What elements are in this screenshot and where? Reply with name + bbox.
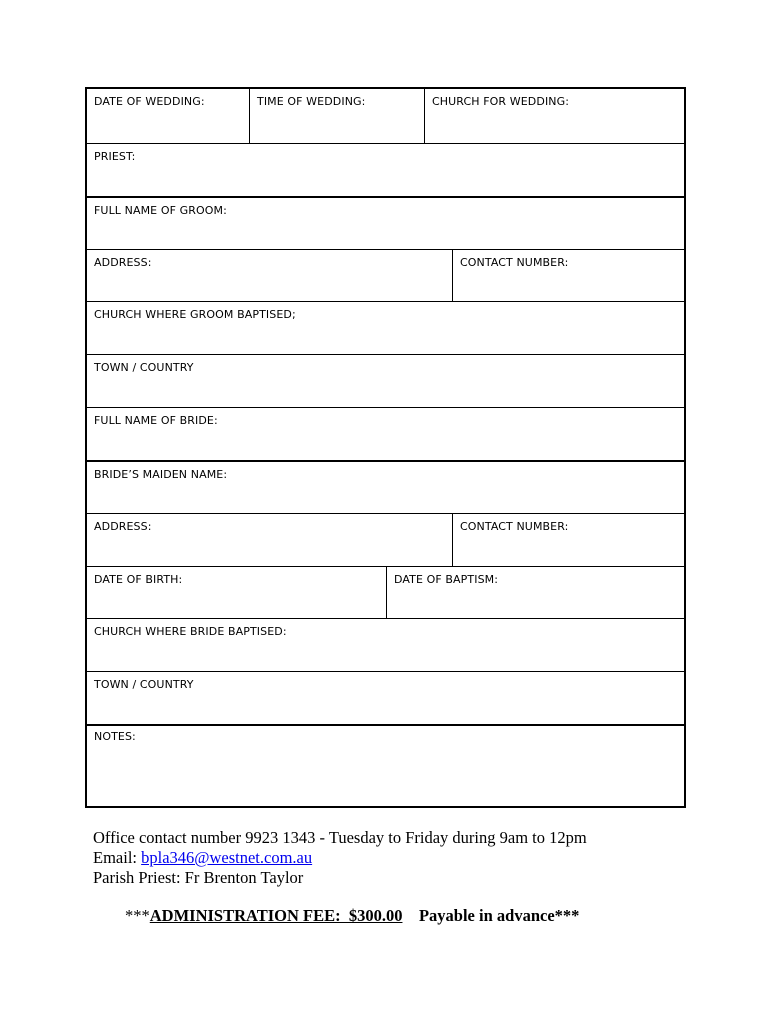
groom-full-name-field[interactable] [87,198,684,251]
administration-fee-notice [125,906,579,926]
groom-contact-label: CONTACT NUMBER: [460,256,569,269]
fee-payable-text: Payable in advance*** [402,906,580,925]
form-row-bride-name [87,407,684,461]
form-row-bride-baptism-church [87,618,684,672]
groom-baptism-church-field[interactable] [87,302,684,355]
bride-maiden-name-field[interactable] [87,462,684,515]
bride-address-label: ADDRESS: [94,520,152,533]
form-row-bride-dates [87,566,684,619]
email-link[interactable]: bpla346@westnet.com.au [141,848,313,867]
notes-label: NOTES: [94,730,136,743]
bride-contact-field[interactable] [452,514,684,567]
form-row-groom-town [87,354,684,408]
bride-full-name-field[interactable] [87,408,684,461]
notes-field[interactable] [87,726,684,808]
parish-priest-text: Parish Priest: Fr Brenton Taylor [93,868,304,887]
email-line [93,848,587,868]
bride-town-country-label: TOWN / COUNTRY [94,678,194,691]
groom-address-field[interactable] [87,250,452,302]
form-row-bride-address [87,513,684,567]
date-of-wedding-field[interactable] [87,89,249,143]
form-row-wedding-details [87,89,684,143]
contact-info [93,828,587,888]
bride-contact-label: CONTACT NUMBER: [460,520,569,533]
fee-amount: ADMINISTRATION FEE: $300.00 [149,906,403,925]
groom-address-label: ADDRESS: [94,256,152,269]
time-of-wedding-field[interactable] [249,89,424,143]
bride-baptism-church-field[interactable] [87,619,684,672]
form-row-groom-name [87,196,684,251]
church-for-wedding-field[interactable] [424,89,684,143]
fee-stars-open: *** [125,906,150,925]
groom-baptism-church-label: CHURCH WHERE GROOM BAPTISED; [94,308,296,321]
priest-label: PRIEST: [94,150,136,163]
office-contact-text: Office contact number 9923 1343 - Tuesday to Friday during 9am to 12pm [93,828,587,847]
groom-full-name-label: FULL NAME OF GROOM: [94,204,227,217]
form-row-priest [87,143,684,197]
wedding-form [85,87,686,808]
bride-full-name-label: FULL NAME OF BRIDE: [94,414,218,427]
church-for-wedding-label: CHURCH FOR WEDDING: [432,95,570,108]
form-row-notes [87,724,684,808]
time-of-wedding-label: TIME OF WEDDING: [257,95,366,108]
form-row-groom-baptism-church [87,301,684,355]
bride-baptism-date-label: DATE OF BAPTISM: [394,573,499,586]
form-row-bride-maiden [87,460,684,515]
bride-dob-field[interactable] [87,567,386,619]
bride-address-field[interactable] [87,514,452,567]
groom-contact-field[interactable] [452,250,684,302]
bride-town-country-field[interactable] [87,672,684,725]
bride-maiden-name-label: BRIDE’S MAIDEN NAME: [94,468,228,481]
bride-baptism-date-field[interactable] [386,567,684,619]
email-prefix: Email: [93,848,142,867]
form-row-groom-address [87,249,684,302]
groom-town-country-label: TOWN / COUNTRY [94,361,194,374]
form-row-bride-town [87,671,684,725]
priest-field[interactable] [87,144,684,197]
bride-dob-label: DATE OF BIRTH: [94,573,183,586]
bride-baptism-church-label: CHURCH WHERE BRIDE BAPTISED: [94,625,287,638]
groom-town-country-field[interactable] [87,355,684,408]
date-of-wedding-label: DATE OF WEDDING: [94,95,205,108]
